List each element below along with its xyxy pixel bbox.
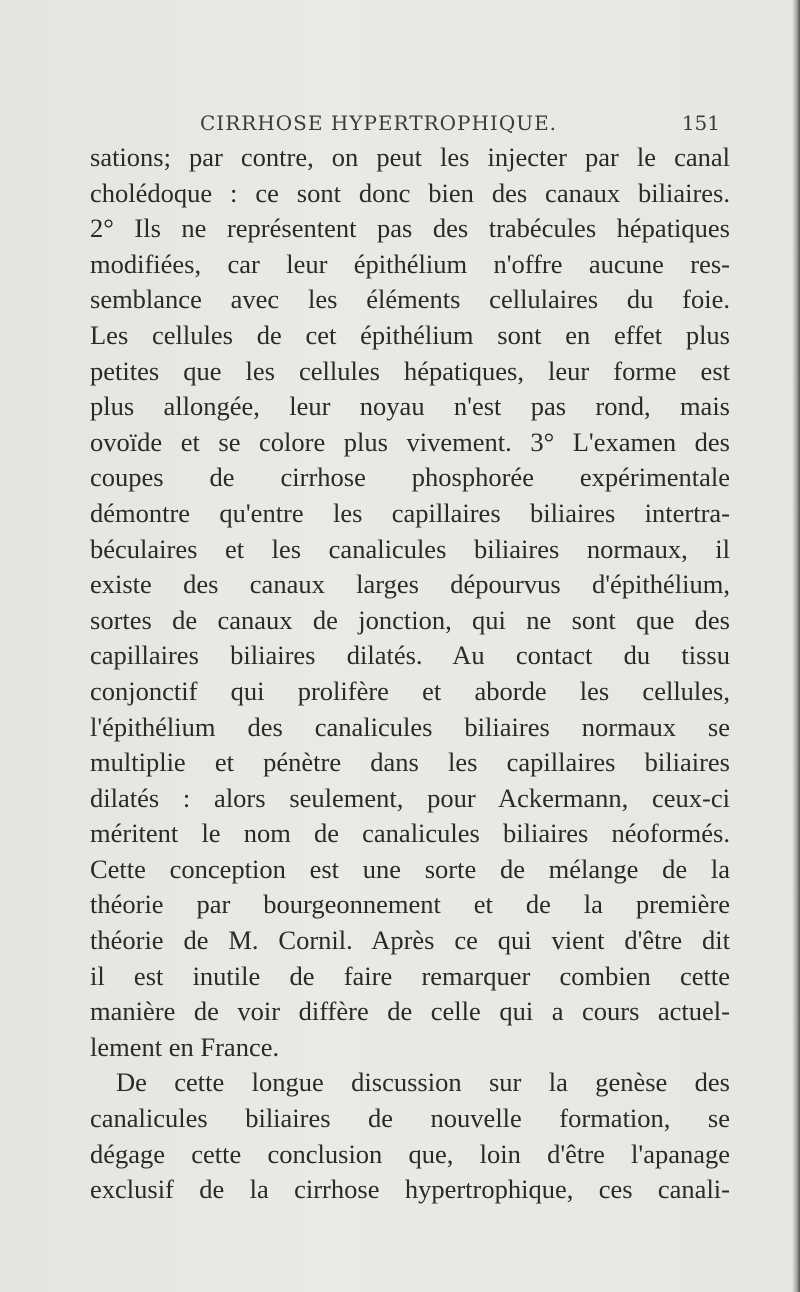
text-line: exclusif de la cirrhose hypertrophique, ces canali-: [90, 1174, 730, 1205]
text-line: multiplie et pénètre dans les capillaires biliaires: [90, 747, 730, 778]
text-line: Les cellules de cet épithélium sont en effet plus: [90, 319, 730, 350]
text-line: béculaires et les canalicules biliaires normaux, il: [90, 533, 730, 564]
text-line: sortes de canaux de jonction, qui ne sont que des: [90, 604, 730, 635]
text-line: dégage cette conclusion que, loin d'être l'apanage: [90, 1138, 730, 1169]
page-edge-shadow: [792, 0, 800, 1292]
page-number: 151: [681, 111, 720, 135]
text-line: petites que les cellules hépatiques, leur forme est: [90, 355, 730, 386]
text-line: méritent le nom de canalicules biliaires néoformés.: [90, 818, 730, 849]
text-line: Cette conception est une sorte de mélange de la: [90, 853, 730, 884]
text-line: plus allongée, leur noyau n'est pas rond, mais: [90, 391, 730, 422]
text-line: lement en France.: [90, 1031, 280, 1062]
text-line: manière de voir diffère de celle qui a cours actuel-: [90, 996, 730, 1027]
text-line: 2° Ils ne représentent pas des trabécules hépatiques: [90, 213, 730, 244]
text-line: capillaires biliaires dilatés. Au contact du tissu: [90, 640, 730, 671]
text-line: De cette longue discussion sur la genèse des: [116, 1067, 730, 1098]
text-line: cholédoque : ce sont donc bien des canaux biliaires.: [90, 177, 730, 208]
text-line: dilatés : alors seulement, pour Ackermann, ceux-ci: [90, 782, 730, 813]
text-line: sations; par contre, on peut les injecter par le canal: [90, 142, 730, 172]
text-line: l'épithélium des canalicules biliaires normaux se: [90, 711, 730, 742]
text-line: ovoïde et se colore plus vivement. 3° L'examen des: [90, 426, 730, 457]
text-line: conjonctif qui prolifère et aborde les cellules,: [90, 675, 730, 706]
text-line: semblance avec les éléments cellulaires du foie.: [90, 284, 730, 315]
text-line: théorie par bourgeonnement et de la première: [90, 889, 730, 920]
text-line: canalicules biliaires de nouvelle formation, se: [90, 1103, 730, 1134]
text-line: existe des canaux larges dépourvus d'épithélium,: [90, 569, 730, 600]
running-title: CIRRHOSE HYPERTROPHIQUE.: [200, 111, 558, 135]
text-line: il est inutile de faire remarquer combien cette: [90, 960, 730, 991]
text-line: démontre qu'entre les capillaires biliaires intertra-: [90, 497, 730, 528]
text-line: modifiées, car leur épithélium n'offre aucune res-: [90, 248, 730, 279]
text-line: théorie de M. Cornil. Après ce qui vient d'être dit: [90, 925, 730, 956]
text-line: coupes de cirrhose phosphorée expérimentale: [90, 462, 730, 493]
body-text: [90, 140, 730, 1208]
